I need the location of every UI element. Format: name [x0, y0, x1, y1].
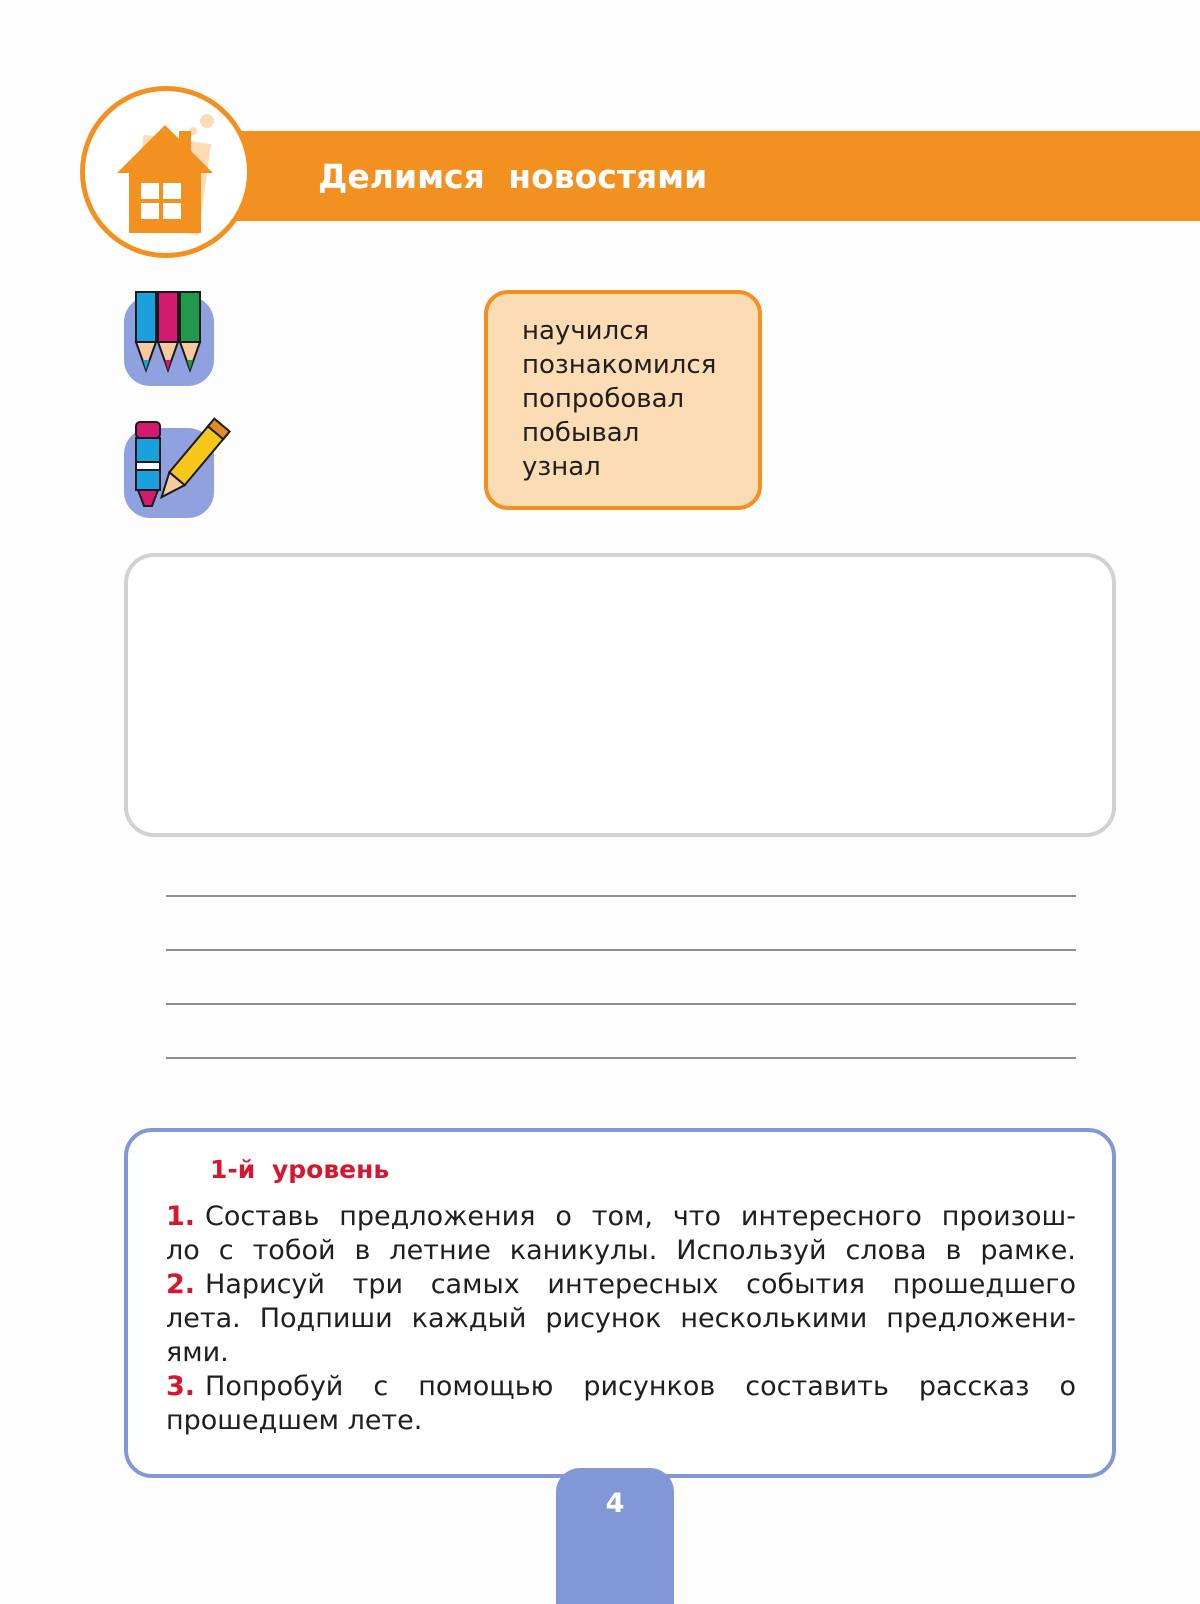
- task-text: лета. Подпиши каждый рисунок несколькими предложени-: [166, 1303, 1076, 1334]
- task-text: Составь предложения о том, что интересного произош-: [205, 1201, 1076, 1232]
- task-text: Нарисуй три самых интересных события прошедшего: [205, 1269, 1076, 1300]
- task-text: прошедшем лете.: [166, 1405, 423, 1436]
- drawing-area[interactable]: [124, 553, 1116, 837]
- task-line: [166, 1370, 1076, 1404]
- task-line: [166, 1404, 1076, 1438]
- word-box: [484, 290, 762, 510]
- page-number: 4: [605, 1488, 625, 1519]
- writing-line[interactable]: [166, 949, 1076, 951]
- task-line: [166, 1200, 1076, 1234]
- task-text: Попробуй с помощью рисунков составить рассказ о: [205, 1371, 1076, 1402]
- page-title: Делимся новостями: [318, 157, 708, 196]
- writing-line[interactable]: [166, 1003, 1076, 1005]
- section-badge: [80, 86, 252, 258]
- task-number: 2.: [166, 1269, 196, 1300]
- task-text: ло с тобой в летние каникулы. Используй слова в рамке.: [166, 1235, 1076, 1266]
- task-line: [166, 1336, 1076, 1370]
- task-line: [166, 1302, 1076, 1336]
- word-item: научился: [522, 316, 650, 346]
- task-number: 3.: [166, 1371, 196, 1402]
- writing-line[interactable]: [166, 1057, 1076, 1059]
- word-item: познакомился: [522, 350, 717, 380]
- level-title: 1-й уровень: [210, 1155, 390, 1184]
- word-item: попробовал: [522, 384, 685, 414]
- task-line: [166, 1268, 1076, 1302]
- pen-and-pencil-icon: [124, 428, 214, 518]
- task-number: 1.: [166, 1201, 196, 1232]
- writing-line[interactable]: [166, 895, 1076, 897]
- house-icon: [85, 91, 257, 263]
- word-item: узнал: [522, 452, 601, 482]
- task-text: ями.: [166, 1337, 229, 1368]
- colored-pencils-icon: [124, 296, 214, 386]
- word-item: побывал: [522, 418, 640, 448]
- task-line: [166, 1234, 1076, 1268]
